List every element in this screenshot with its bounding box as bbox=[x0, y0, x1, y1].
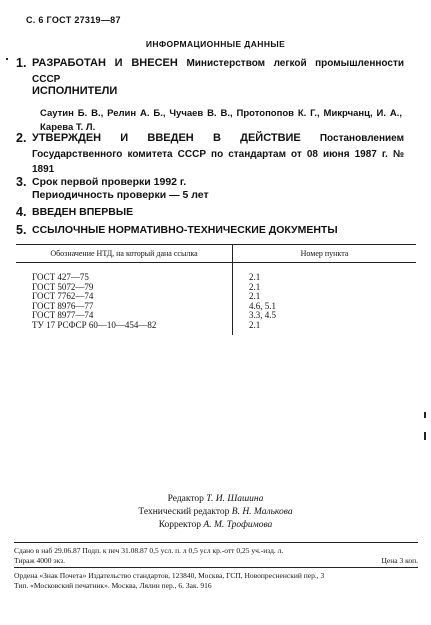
proofreader-name: А. М. Трофимова bbox=[203, 520, 273, 530]
divider bbox=[14, 567, 418, 568]
row-item: 2.1 bbox=[249, 291, 261, 302]
section-body: ВВЕДЕН ВПЕРВЫЕ bbox=[32, 206, 134, 218]
row-item: 3.3, 4.5 bbox=[249, 310, 276, 321]
row-document: ГОСТ 427—75 bbox=[16, 273, 233, 283]
scan-mark bbox=[6, 58, 8, 60]
table-header-row bbox=[16, 245, 416, 263]
review-period: Периодичность проверки — 5 лет bbox=[32, 189, 209, 201]
row-document: ТУ 17 РСФСР 60—10—454—82 bbox=[16, 321, 233, 331]
proofreader-line: Корректор А. М. Трофимова bbox=[158, 520, 273, 530]
print-run: Тираж 4000 экз. bbox=[14, 555, 66, 565]
section-heading: РАЗРАБОТАН И ВНЕСЕН bbox=[32, 57, 178, 69]
row-document: ГОСТ 7762—74 bbox=[16, 292, 233, 302]
imprint-block bbox=[14, 540, 418, 590]
section-number: 5. bbox=[16, 223, 27, 237]
section-body: ССЫЛОЧНЫЕ НОРМАТИВНО-ТЕХНИЧЕСКИЕ ДОКУМЕНТЫ bbox=[32, 224, 338, 236]
page-header bbox=[26, 15, 121, 25]
section-1 bbox=[16, 56, 404, 87]
section-number: 3. bbox=[16, 175, 27, 189]
editor-line: Редактор Т. И. Шашина bbox=[167, 494, 264, 504]
info-title: ИНФОРМАЦИОННЫЕ ДАННЫЕ bbox=[145, 39, 286, 49]
editor-name: Т. И. Шашина bbox=[206, 494, 264, 504]
price: Цена 3 коп. bbox=[381, 555, 418, 565]
references-table bbox=[16, 244, 416, 335]
editors-block bbox=[0, 493, 431, 532]
section-text: Постановлением Государственного комитета СССР по стандартам от 08 июня 1987 г. № 1891 bbox=[32, 133, 405, 175]
section-number: 4. bbox=[16, 205, 27, 219]
executors-heading: ИСПОЛНИТЕЛИ bbox=[32, 85, 118, 97]
gost-number: 27319—87 bbox=[74, 15, 121, 25]
imprint-line-4: Тип. «Московский печатник». Москва, Лялин пер., 6. Зак. 916 bbox=[14, 580, 212, 590]
section-heading: УТВЕРЖДЕН И ВВЕДЕН В ДЕЙСТВИЕ bbox=[32, 132, 301, 144]
row-document: ГОСТ 5072—79 bbox=[16, 283, 233, 293]
gost-label: ГОСТ bbox=[46, 15, 72, 25]
col-header-item: Номер пункта bbox=[233, 245, 417, 263]
section-body bbox=[32, 56, 404, 87]
section-4 bbox=[16, 205, 404, 220]
section-text: Министерством легкой промышленности СССР bbox=[32, 58, 404, 85]
imprint-line-3: Ордена «Знак Почета» Издательство стандартов, 123840, Москва, ГСП, Новопресненский пер., 3 bbox=[14, 571, 325, 580]
executors-list: Саутин Б. В., Релин А. Б., Чучаев В. В., Протопопов К. Г., Микрчанц, И. А., Карева Т. Л. bbox=[40, 108, 402, 133]
row-document: ГОСТ 8976—77 bbox=[16, 302, 233, 312]
section-3 bbox=[16, 175, 404, 190]
row-item: 4.6, 5.1 bbox=[249, 300, 276, 311]
col-header-document: Обозначение НТД, на который дана ссылка bbox=[16, 245, 233, 263]
section-5 bbox=[16, 223, 404, 238]
imprint-line-1: Сдано в наб 29.06.87 Подп. к печ 31.08.87 0,5 усл. п. л 0,5 усл кр.-отт 0,25 уч.-изд. л. bbox=[14, 546, 284, 555]
row-item: 2.1 bbox=[249, 281, 261, 292]
page-number: С. 6 bbox=[26, 15, 44, 25]
tech-editor-name: В. Н. Малькова bbox=[231, 507, 293, 517]
section-body: Срок первой проверки 1992 г. bbox=[32, 176, 187, 188]
section-number: 2. bbox=[16, 131, 27, 145]
tech-editor-line: Технический редактор В. Н. Малькова bbox=[138, 507, 293, 517]
row-document: ГОСТ 8977—74 bbox=[16, 311, 233, 321]
scan-mark bbox=[424, 432, 426, 440]
row-item: 2.1 bbox=[249, 319, 261, 330]
section-2 bbox=[16, 131, 404, 178]
section-number: 1. bbox=[16, 56, 27, 70]
section-body bbox=[32, 131, 404, 178]
imprint-line-2 bbox=[14, 556, 418, 566]
row-item: 2.1 bbox=[249, 272, 261, 282]
table-row bbox=[16, 321, 416, 331]
divider bbox=[14, 542, 418, 543]
scan-mark bbox=[424, 412, 426, 418]
